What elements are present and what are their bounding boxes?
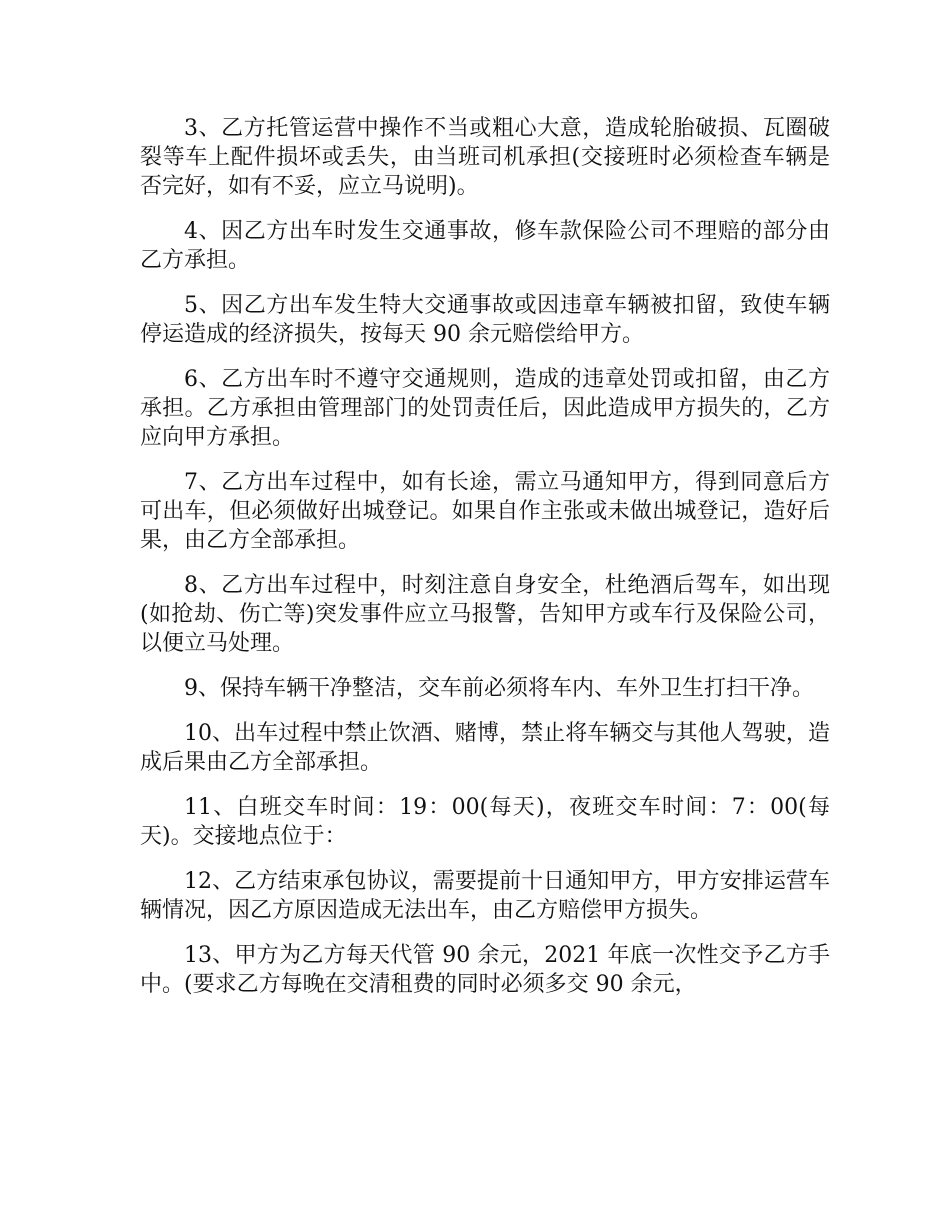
clause-3: 3、乙方托管运营中操作不当或粗心大意，造成轮胎破损、瓦圈破裂等车上配件损坏或丢失，由当班司机承担(交接班时必须检查车辆是否完好，如有不妥，应立马说明)。 <box>140 116 830 199</box>
clause-9: 9、保持车辆干净整洁，交车前必须将车内、车外卫生打扫干净。 <box>184 676 814 701</box>
clause-13: 13、甲方为乙方每天代管 90 余元，2021 年底一次性交予乙方手中。(要求乙方每晚在交清租费的同时必须多交 90 余元， <box>140 943 830 997</box>
clause-4: 4、因乙方出车时发生交通事故，修车款保险公司不理赔的部分由乙方承担。 <box>140 219 830 273</box>
clause-6: 6、乙方出车时不遵守交通规则，造成的违章处罚或扣留，由乙方承担。乙方承担由管理部门的处罚责任后，因此造成甲方损失的，乙方应向甲方承担。 <box>140 367 830 450</box>
clause-8: 8、乙方出车过程中，时刻注意自身安全，杜绝酒后驾车，如出现(如抢劫、伤亡等)突发事件应立马报警，告知甲方或车行及保险公司，以便立马处理。 <box>140 573 830 656</box>
clause-12: 12、乙方结束承包协议，需要提前十日通知甲方，甲方安排运营车辆情况，因乙方原因造成无法出车，由乙方赔偿甲方损失。 <box>140 869 830 923</box>
clause-10: 10、出车过程中禁止饮酒、赌博，禁止将车辆交与其他人驾驶，造成后果由乙方全部承担。 <box>140 721 830 775</box>
clause-5: 5、因乙方出车发生特大交通事故或因违章车辆被扣留，致使车辆停运造成的经济损失，按每天 90 余元赔偿给甲方。 <box>140 293 830 347</box>
clause-7: 7、乙方出车过程中，如有长途，需立马通知甲方，得到同意后方可出车，但必须做好出城登记。如果自作主张或未做出城登记，造好后果，由乙方全部承担。 <box>140 470 830 553</box>
clause-11: 11、白班交车时间：19：00(每天)，夜班交车时间：7：00(每天)。交接地点位于： <box>140 795 830 849</box>
document-body <box>140 114 830 1015</box>
